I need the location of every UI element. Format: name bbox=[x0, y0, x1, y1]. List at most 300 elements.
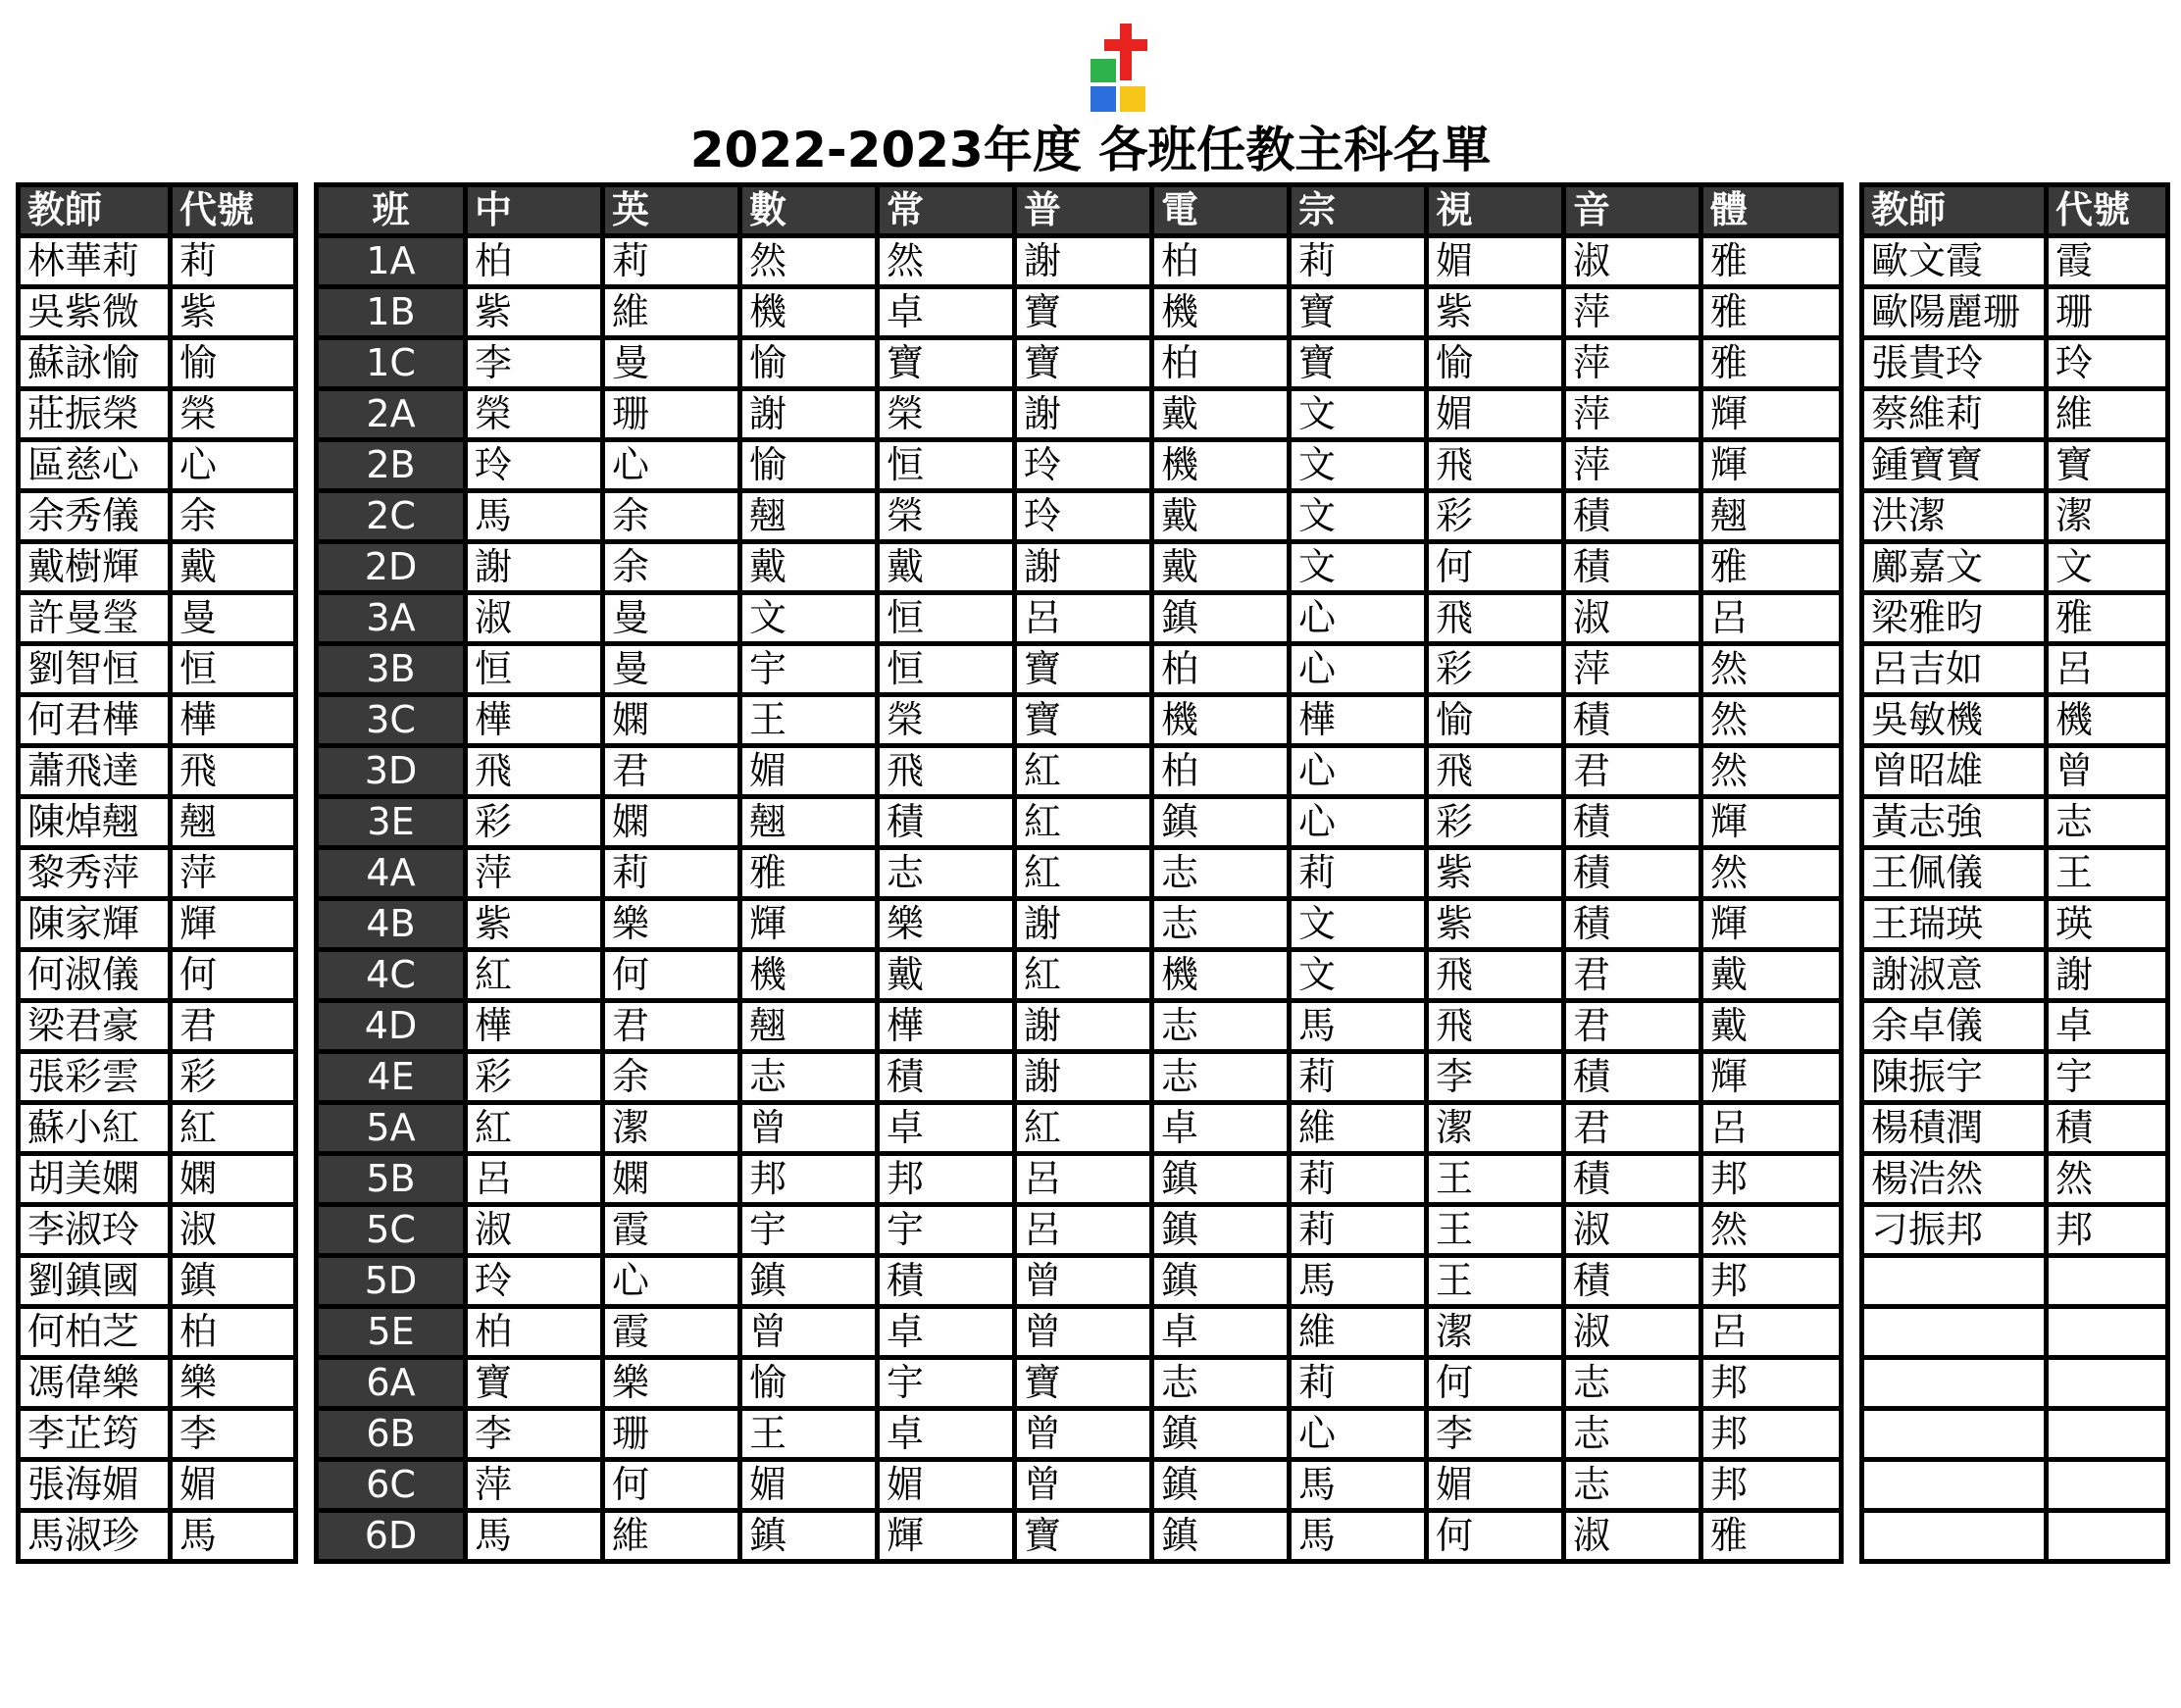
teacher-code-cell: 媚 bbox=[1427, 1460, 1564, 1511]
teacher-name: 鄺嘉文 bbox=[1862, 542, 2047, 593]
teacher-name: 陳家輝 bbox=[19, 899, 171, 950]
teacher-code-cell: 恒 bbox=[878, 644, 1015, 695]
teacher-code-cell: 李 bbox=[466, 338, 603, 389]
left-table-body bbox=[19, 236, 296, 1562]
teacher-code-cell: 淑 bbox=[1564, 1511, 1701, 1562]
teacher-code-cell: 文 bbox=[1290, 950, 1427, 1001]
teacher-code: 柏 bbox=[171, 1307, 296, 1358]
teacher-code-cell: 余 bbox=[603, 1052, 740, 1103]
teacher-code-cell: 柏 bbox=[1152, 644, 1290, 695]
main-table-header-visual-arts: 視 bbox=[1427, 185, 1564, 236]
teacher-code: 然 bbox=[2047, 1154, 2168, 1205]
teacher-code: 紫 bbox=[171, 287, 296, 338]
teacher-code-cell: 然 bbox=[1701, 848, 1842, 899]
table-row bbox=[19, 236, 296, 287]
teacher-code: 珊 bbox=[2047, 287, 2168, 338]
teacher-name: 蔡維莉 bbox=[1862, 389, 2047, 440]
teacher-code-cell: 何 bbox=[1427, 1358, 1564, 1409]
teacher-code-cell: 呂 bbox=[466, 1154, 603, 1205]
table-row bbox=[1862, 287, 2168, 338]
teacher-code-cell: 積 bbox=[878, 1052, 1015, 1103]
table-row bbox=[1862, 1409, 2168, 1460]
table-row bbox=[19, 695, 296, 746]
teacher-code-cell: 鎮 bbox=[740, 1511, 878, 1562]
teacher-code-cell: 心 bbox=[1290, 593, 1427, 644]
class-label: 5A bbox=[317, 1103, 466, 1154]
table-row bbox=[1862, 1205, 2168, 1256]
teacher-code-cell: 莉 bbox=[1290, 1154, 1427, 1205]
teacher-code-cell: 淑 bbox=[1564, 1205, 1701, 1256]
teacher-code-cell: 鎮 bbox=[1152, 1154, 1290, 1205]
teacher-code-cell: 鎮 bbox=[1152, 1460, 1290, 1511]
table-row bbox=[1862, 542, 2168, 593]
table-row bbox=[1862, 1511, 2168, 1562]
teacher-name: 黎秀萍 bbox=[19, 848, 171, 899]
table-row bbox=[19, 440, 296, 491]
right-table-header-teacher: 教師 bbox=[1862, 185, 2047, 236]
teacher-code: 文 bbox=[2047, 542, 2168, 593]
teacher-code-cell: 紅 bbox=[1015, 848, 1152, 899]
teacher-code-cell: 嫻 bbox=[603, 797, 740, 848]
teacher-code-cell: 呂 bbox=[1701, 1103, 1842, 1154]
teacher-code: 潔 bbox=[2047, 491, 2168, 542]
class-label: 4E bbox=[317, 1052, 466, 1103]
teacher-code-cell: 萍 bbox=[1564, 287, 1701, 338]
teacher-code-cell: 然 bbox=[1701, 644, 1842, 695]
teacher-code-cell: 紅 bbox=[466, 950, 603, 1001]
teacher-code-cell: 萍 bbox=[1564, 338, 1701, 389]
teacher-code-cell: 李 bbox=[1427, 1052, 1564, 1103]
teacher-name: 劉鎮國 bbox=[19, 1256, 171, 1307]
teacher-name: 刁振邦 bbox=[1862, 1205, 2047, 1256]
table-row bbox=[1862, 236, 2168, 287]
teacher-code-cell: 邦 bbox=[740, 1154, 878, 1205]
table-row bbox=[317, 1409, 1842, 1460]
teacher-code bbox=[2047, 1307, 2168, 1358]
teacher-code-cell: 然 bbox=[1701, 746, 1842, 797]
table-row bbox=[317, 1001, 1842, 1052]
teacher-code-cell: 愉 bbox=[740, 338, 878, 389]
teacher-code-cell: 榮 bbox=[466, 389, 603, 440]
teacher-code: 瑛 bbox=[2047, 899, 2168, 950]
table-row bbox=[1862, 1052, 2168, 1103]
table-row bbox=[1862, 899, 2168, 950]
table-row bbox=[1862, 644, 2168, 695]
teacher-code-cell: 愉 bbox=[1427, 695, 1564, 746]
teacher-code-cell: 謝 bbox=[1015, 1001, 1152, 1052]
teacher-code-cell: 媚 bbox=[740, 746, 878, 797]
table-row bbox=[1862, 1154, 2168, 1205]
teacher-name: 余秀儀 bbox=[19, 491, 171, 542]
teacher-code-cell: 莉 bbox=[603, 236, 740, 287]
left-table-header-row bbox=[19, 185, 296, 236]
class-label: 1A bbox=[317, 236, 466, 287]
teacher-name: 曾昭雄 bbox=[1862, 746, 2047, 797]
teacher-name: 謝淑意 bbox=[1862, 950, 2047, 1001]
teacher-name: 吳紫微 bbox=[19, 287, 171, 338]
table-row bbox=[317, 695, 1842, 746]
class-label: 2A bbox=[317, 389, 466, 440]
teacher-code-cell: 何 bbox=[603, 950, 740, 1001]
teacher-name: 王瑞瑛 bbox=[1862, 899, 2047, 950]
teacher-code-cell: 萍 bbox=[1564, 389, 1701, 440]
teacher-code-cell: 莉 bbox=[1290, 1205, 1427, 1256]
teacher-code-cell: 萍 bbox=[1564, 440, 1701, 491]
teacher-code-cell: 積 bbox=[1564, 491, 1701, 542]
teacher-code-cell: 宇 bbox=[740, 644, 878, 695]
teacher-code-cell: 邦 bbox=[1701, 1358, 1842, 1409]
teacher-code: 飛 bbox=[171, 746, 296, 797]
teacher-code-cell: 飛 bbox=[466, 746, 603, 797]
teacher-name: 洪潔 bbox=[1862, 491, 2047, 542]
table-row bbox=[19, 1103, 296, 1154]
table-row bbox=[19, 338, 296, 389]
teacher-code: 余 bbox=[171, 491, 296, 542]
teacher-code: 曾 bbox=[2047, 746, 2168, 797]
teacher-code-cell: 呂 bbox=[1701, 1307, 1842, 1358]
class-label: 2B bbox=[317, 440, 466, 491]
teacher-code-cell: 彩 bbox=[1427, 644, 1564, 695]
class-label: 6D bbox=[317, 1511, 466, 1562]
main-table-header-putonghua: 普 bbox=[1015, 185, 1152, 236]
table-row bbox=[317, 287, 1842, 338]
table-row bbox=[317, 491, 1842, 542]
teacher-code-cell: 馬 bbox=[1290, 1256, 1427, 1307]
teacher-code-cell: 輝 bbox=[1701, 389, 1842, 440]
teacher-code-cell: 戴 bbox=[878, 542, 1015, 593]
teacher-code-cell: 萍 bbox=[466, 1460, 603, 1511]
teacher-code-cell: 愉 bbox=[1427, 338, 1564, 389]
teacher-code-cell: 寶 bbox=[1015, 644, 1152, 695]
teacher-code-cell: 何 bbox=[603, 1460, 740, 1511]
teacher-code-cell: 彩 bbox=[466, 1052, 603, 1103]
table-row bbox=[1862, 695, 2168, 746]
teacher-code-cell: 戴 bbox=[878, 950, 1015, 1001]
teacher-code-cell: 寶 bbox=[1015, 287, 1152, 338]
teacher-code-cell: 呂 bbox=[1701, 593, 1842, 644]
teacher-code-cell: 莉 bbox=[1290, 1358, 1427, 1409]
teacher-code-cell: 紅 bbox=[1015, 950, 1152, 1001]
table-row bbox=[317, 1307, 1842, 1358]
teacher-code-cell: 余 bbox=[603, 542, 740, 593]
teacher-code-cell: 樺 bbox=[466, 695, 603, 746]
teacher-code: 樂 bbox=[171, 1358, 296, 1409]
teacher-name: 馬淑珍 bbox=[19, 1511, 171, 1562]
teacher-code-cell: 卓 bbox=[878, 1103, 1015, 1154]
teacher-code-cell: 宇 bbox=[878, 1358, 1015, 1409]
teacher-code-cell: 積 bbox=[1564, 695, 1701, 746]
teacher-code-cell: 輝 bbox=[1701, 1052, 1842, 1103]
table-row bbox=[19, 1205, 296, 1256]
teacher-code-cell: 飛 bbox=[1427, 746, 1564, 797]
teacher-code-cell: 玲 bbox=[466, 1256, 603, 1307]
right-table-body bbox=[1862, 236, 2168, 1562]
teacher-code-cell: 媚 bbox=[1427, 236, 1564, 287]
teacher-code: 莉 bbox=[171, 236, 296, 287]
teacher-code-cell: 莉 bbox=[1290, 1052, 1427, 1103]
teacher-code-cell: 維 bbox=[603, 1511, 740, 1562]
table-row bbox=[1862, 746, 2168, 797]
teacher-name: 許曼瑩 bbox=[19, 593, 171, 644]
teacher-code-cell: 卓 bbox=[878, 287, 1015, 338]
teacher-name bbox=[1862, 1256, 2047, 1307]
teacher-code-cell: 呂 bbox=[1015, 593, 1152, 644]
class-label: 1C bbox=[317, 338, 466, 389]
table-row bbox=[317, 950, 1842, 1001]
teacher-code: 寶 bbox=[2047, 440, 2168, 491]
teacher-code-cell: 輝 bbox=[1701, 797, 1842, 848]
teacher-code-cell: 卓 bbox=[878, 1307, 1015, 1358]
teacher-code-cell: 志 bbox=[1564, 1460, 1701, 1511]
teacher-name: 林華莉 bbox=[19, 236, 171, 287]
table-row bbox=[317, 338, 1842, 389]
teacher-code-cell: 輝 bbox=[740, 899, 878, 950]
teacher-code-cell: 曾 bbox=[1015, 1409, 1152, 1460]
teacher-code-cell: 曾 bbox=[1015, 1307, 1152, 1358]
teacher-code-cell: 恒 bbox=[466, 644, 603, 695]
teacher-code-cell: 戴 bbox=[1152, 491, 1290, 542]
teacher-name: 歐文霞 bbox=[1862, 236, 2047, 287]
teacher-code-cell: 飛 bbox=[1427, 440, 1564, 491]
teacher-code-cell: 寶 bbox=[1015, 338, 1152, 389]
class-label: 2C bbox=[317, 491, 466, 542]
teacher-code-cell: 潔 bbox=[1427, 1307, 1564, 1358]
teacher-code-cell: 嫻 bbox=[603, 695, 740, 746]
class-label: 2D bbox=[317, 542, 466, 593]
teacher-code-cell: 馬 bbox=[1290, 1001, 1427, 1052]
class-label: 4C bbox=[317, 950, 466, 1001]
teacher-code-cell: 寶 bbox=[1290, 287, 1427, 338]
teacher-code-cell: 樺 bbox=[466, 1001, 603, 1052]
teacher-code: 謝 bbox=[2047, 950, 2168, 1001]
class-label: 3C bbox=[317, 695, 466, 746]
teacher-code-cell: 莉 bbox=[1290, 236, 1427, 287]
table-row bbox=[19, 848, 296, 899]
teacher-code: 志 bbox=[2047, 797, 2168, 848]
teacher-code-cell: 王 bbox=[1427, 1256, 1564, 1307]
logo-blue-block bbox=[1090, 86, 1116, 112]
teacher-code-cell: 潔 bbox=[1427, 1103, 1564, 1154]
teacher-code-cell: 戴 bbox=[1701, 950, 1842, 1001]
teacher-code-cell: 寶 bbox=[1290, 338, 1427, 389]
table-row bbox=[317, 797, 1842, 848]
teacher-name: 呂吉如 bbox=[1862, 644, 2047, 695]
teacher-code: 君 bbox=[171, 1001, 296, 1052]
class-label: 5E bbox=[317, 1307, 466, 1358]
teacher-code: 鎮 bbox=[171, 1256, 296, 1307]
teacher-code-cell: 鎮 bbox=[1152, 1409, 1290, 1460]
teacher-code-cell: 雅 bbox=[1701, 338, 1842, 389]
teacher-code-cell: 戴 bbox=[1152, 542, 1290, 593]
teacher-code: 榮 bbox=[171, 389, 296, 440]
teacher-code-cell: 淑 bbox=[1564, 236, 1701, 287]
teacher-name: 梁雅昀 bbox=[1862, 593, 2047, 644]
teacher-code-cell: 愉 bbox=[740, 1358, 878, 1409]
teacher-code-cell: 雅 bbox=[740, 848, 878, 899]
table-row bbox=[1862, 1460, 2168, 1511]
teacher-code-cell: 紫 bbox=[1427, 899, 1564, 950]
teacher-name bbox=[1862, 1307, 2047, 1358]
teacher-code-cell: 莉 bbox=[1290, 848, 1427, 899]
teacher-name: 蘇小紅 bbox=[19, 1103, 171, 1154]
teacher-code: 霞 bbox=[2047, 236, 2168, 287]
teacher-name: 陳焯翹 bbox=[19, 797, 171, 848]
main-table-header-religion: 宗 bbox=[1290, 185, 1427, 236]
teacher-code-cell: 機 bbox=[1152, 440, 1290, 491]
teacher-code-cell: 君 bbox=[1564, 1001, 1701, 1052]
teacher-name: 馮偉樂 bbox=[19, 1358, 171, 1409]
teacher-code-cell: 媚 bbox=[878, 1460, 1015, 1511]
left-table-header-code: 代號 bbox=[171, 185, 296, 236]
teacher-code-cell: 王 bbox=[1427, 1154, 1564, 1205]
teacher-code-cell: 文 bbox=[1290, 542, 1427, 593]
teacher-code-cell: 玲 bbox=[1015, 491, 1152, 542]
teacher-code-cell: 馬 bbox=[1290, 1460, 1427, 1511]
teacher-code-cell: 翹 bbox=[1701, 491, 1842, 542]
table-row bbox=[19, 797, 296, 848]
table-row bbox=[1862, 1103, 2168, 1154]
table-row bbox=[19, 1307, 296, 1358]
teacher-code-cell: 寶 bbox=[1015, 1358, 1152, 1409]
teacher-code-cell: 飛 bbox=[878, 746, 1015, 797]
teacher-code-cell: 戴 bbox=[740, 542, 878, 593]
table-row bbox=[19, 287, 296, 338]
teacher-name: 梁君豪 bbox=[19, 1001, 171, 1052]
teacher-code-cell: 心 bbox=[603, 440, 740, 491]
teacher-code-cell: 王 bbox=[740, 695, 878, 746]
teacher-code-cell: 心 bbox=[603, 1256, 740, 1307]
table-row bbox=[19, 1460, 296, 1511]
teacher-name bbox=[1862, 1358, 2047, 1409]
teacher-code-cell: 曼 bbox=[603, 644, 740, 695]
main-table-header-pe: 體 bbox=[1701, 185, 1842, 236]
teacher-code-cell: 志 bbox=[1152, 848, 1290, 899]
table-row bbox=[19, 593, 296, 644]
teacher-code-cell: 李 bbox=[1427, 1409, 1564, 1460]
teacher-code-cell: 翹 bbox=[740, 1001, 878, 1052]
class-label: 5B bbox=[317, 1154, 466, 1205]
table-row bbox=[317, 1205, 1842, 1256]
teacher-name: 楊浩然 bbox=[1862, 1154, 2047, 1205]
class-label: 6B bbox=[317, 1409, 466, 1460]
teacher-code-cell: 莉 bbox=[603, 848, 740, 899]
teacher-code bbox=[2047, 1256, 2168, 1307]
table-row bbox=[1862, 338, 2168, 389]
teacher-code-cell: 紫 bbox=[466, 287, 603, 338]
teacher-code-cell: 曾 bbox=[1015, 1256, 1152, 1307]
teacher-code-cell: 鎮 bbox=[740, 1256, 878, 1307]
teacher-code-cell: 謝 bbox=[740, 389, 878, 440]
main-table-header-music: 音 bbox=[1564, 185, 1701, 236]
teacher-code-cell: 鎮 bbox=[1152, 1205, 1290, 1256]
teacher-name: 蕭飛達 bbox=[19, 746, 171, 797]
table-row bbox=[1862, 1358, 2168, 1409]
table-row bbox=[317, 1511, 1842, 1562]
teacher-code-cell: 珊 bbox=[603, 389, 740, 440]
teacher-code-cell: 謝 bbox=[1015, 899, 1152, 950]
right-table-header-row bbox=[1862, 185, 2168, 236]
teacher-code-cell: 卓 bbox=[1152, 1103, 1290, 1154]
teacher-code-cell: 維 bbox=[603, 287, 740, 338]
teacher-code-cell: 淑 bbox=[1564, 1307, 1701, 1358]
teacher-code-cell: 寶 bbox=[466, 1358, 603, 1409]
teacher-name bbox=[1862, 1511, 2047, 1562]
teacher-code-cell: 志 bbox=[740, 1052, 878, 1103]
table-row bbox=[19, 1358, 296, 1409]
teacher-code-cell: 邦 bbox=[1701, 1409, 1842, 1460]
teacher-code bbox=[2047, 1358, 2168, 1409]
teacher-code: 曼 bbox=[171, 593, 296, 644]
teacher-code-cell: 媚 bbox=[1427, 389, 1564, 440]
teacher-code: 愉 bbox=[171, 338, 296, 389]
table-row bbox=[19, 1409, 296, 1460]
table-row bbox=[317, 746, 1842, 797]
teacher-code-cell: 邦 bbox=[1701, 1154, 1842, 1205]
teacher-code-cell: 君 bbox=[1564, 950, 1701, 1001]
teacher-code-cell: 榮 bbox=[878, 389, 1015, 440]
right-table-header-code: 代號 bbox=[2047, 185, 2168, 236]
teacher-code-cell: 霞 bbox=[603, 1205, 740, 1256]
teacher-name: 胡美嫻 bbox=[19, 1154, 171, 1205]
teacher-code-cell: 余 bbox=[603, 491, 740, 542]
teacher-code-cell: 機 bbox=[1152, 287, 1290, 338]
teacher-code-cell: 機 bbox=[740, 950, 878, 1001]
table-row bbox=[19, 389, 296, 440]
teacher-code-cell: 媚 bbox=[740, 1460, 878, 1511]
teacher-code bbox=[2047, 1511, 2168, 1562]
teacher-code-cell: 樂 bbox=[603, 1358, 740, 1409]
teacher-code-cell: 心 bbox=[1290, 746, 1427, 797]
teacher-code: 邦 bbox=[2047, 1205, 2168, 1256]
table-row bbox=[1862, 1256, 2168, 1307]
teacher-code-cell: 鎮 bbox=[1152, 593, 1290, 644]
teacher-code-cell: 柏 bbox=[1152, 746, 1290, 797]
teacher-code: 宇 bbox=[2047, 1052, 2168, 1103]
table-row bbox=[317, 1103, 1842, 1154]
teacher-code-cell: 紅 bbox=[466, 1103, 603, 1154]
teacher-code-cell: 宇 bbox=[878, 1205, 1015, 1256]
table-row bbox=[19, 1154, 296, 1205]
teacher-code-cell: 謝 bbox=[466, 542, 603, 593]
teacher-name bbox=[1862, 1409, 2047, 1460]
main-table-header-math: 數 bbox=[740, 185, 878, 236]
table-row bbox=[317, 1154, 1842, 1205]
main-table-header-chinese: 中 bbox=[466, 185, 603, 236]
teacher-code: 淑 bbox=[171, 1205, 296, 1256]
cross-blocks-logo bbox=[1090, 24, 1153, 114]
teacher-code-cell: 紫 bbox=[466, 899, 603, 950]
table-row bbox=[317, 389, 1842, 440]
teacher-name: 王佩儀 bbox=[1862, 848, 2047, 899]
teacher-code-cell: 寶 bbox=[1015, 1511, 1152, 1562]
teacher-code: 戴 bbox=[171, 542, 296, 593]
teacher-code-cell: 然 bbox=[1701, 695, 1842, 746]
teacher-code-cell: 馬 bbox=[466, 1511, 603, 1562]
teacher-name bbox=[1862, 1460, 2047, 1511]
teacher-code-cell: 霞 bbox=[603, 1307, 740, 1358]
table-row bbox=[19, 1511, 296, 1562]
teacher-name: 何君樺 bbox=[19, 695, 171, 746]
teacher-code-cell: 君 bbox=[603, 1001, 740, 1052]
class-label: 3E bbox=[317, 797, 466, 848]
teacher-code: 恒 bbox=[171, 644, 296, 695]
teacher-code-cell: 宇 bbox=[740, 1205, 878, 1256]
teacher-code: 彩 bbox=[171, 1052, 296, 1103]
class-label: 3A bbox=[317, 593, 466, 644]
table-row bbox=[1862, 593, 2168, 644]
table-row bbox=[317, 1256, 1842, 1307]
teacher-code-cell: 萍 bbox=[466, 848, 603, 899]
